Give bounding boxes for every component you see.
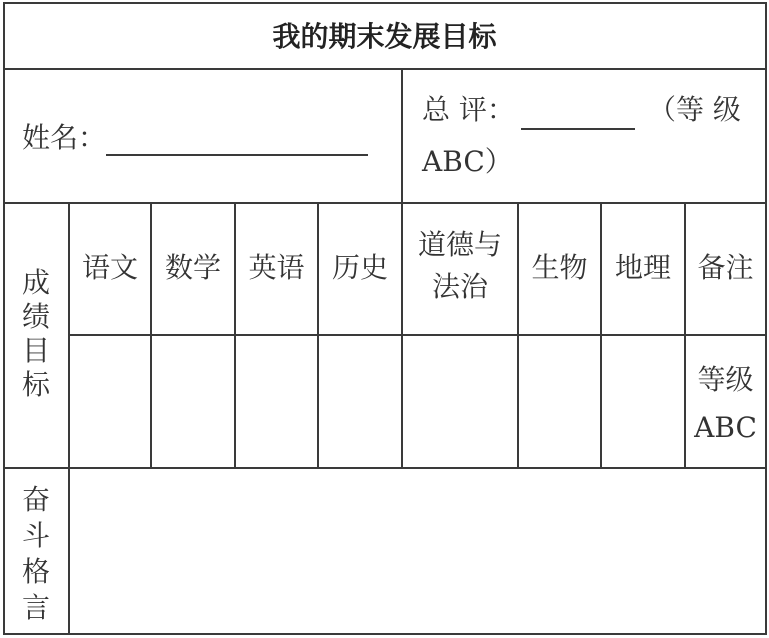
goal-cell-geography[interactable] <box>602 336 684 467</box>
overall-grade-hint: （等 级 <box>648 93 741 126</box>
subject-math: 数学 <box>164 251 221 284</box>
goal-cell-biology[interactable] <box>519 336 600 467</box>
overall-input-line[interactable] <box>521 128 635 130</box>
overall-label: 总 评： <box>422 93 515 126</box>
form-title: 我的期末发展目标 <box>272 20 497 53</box>
subject-history: 历史 <box>331 251 388 284</box>
rule-name-overall <box>401 68 403 204</box>
remark-grade-line2: ABC <box>694 411 757 444</box>
remark-grade-hint <box>686 356 765 452</box>
rule-under-name <box>3 202 767 204</box>
goal-cell-morality-law[interactable] <box>403 336 517 467</box>
subject-morality-line2: 法治 <box>431 270 488 303</box>
goals-label: 成绩目标 <box>21 266 50 401</box>
subject-remark: 备注 <box>697 251 754 284</box>
border-right <box>765 2 767 635</box>
subject-geography: 地理 <box>614 251 671 284</box>
remark-grade-line1: 等级 <box>697 363 754 396</box>
subject-biology: 生物 <box>531 251 588 284</box>
goal-cell-english[interactable] <box>236 336 317 467</box>
border-bottom <box>3 633 767 635</box>
border-left <box>3 2 5 635</box>
overall-grade-hint-abc: ABC） <box>422 145 513 178</box>
goal-cell-chinese[interactable] <box>70 336 150 467</box>
goal-cell-math[interactable] <box>152 336 234 467</box>
subject-morality-law <box>403 224 517 308</box>
name-label: 姓名： <box>22 121 107 154</box>
motto-input-area[interactable] <box>70 469 765 633</box>
goal-cell-history[interactable] <box>319 336 401 467</box>
subject-english: 英语 <box>248 251 305 284</box>
subject-chinese: 语文 <box>81 251 138 284</box>
subject-morality-line1: 道德与 <box>417 228 502 261</box>
name-input-line[interactable] <box>106 154 368 156</box>
motto-label: 奋斗格言 <box>21 483 50 624</box>
